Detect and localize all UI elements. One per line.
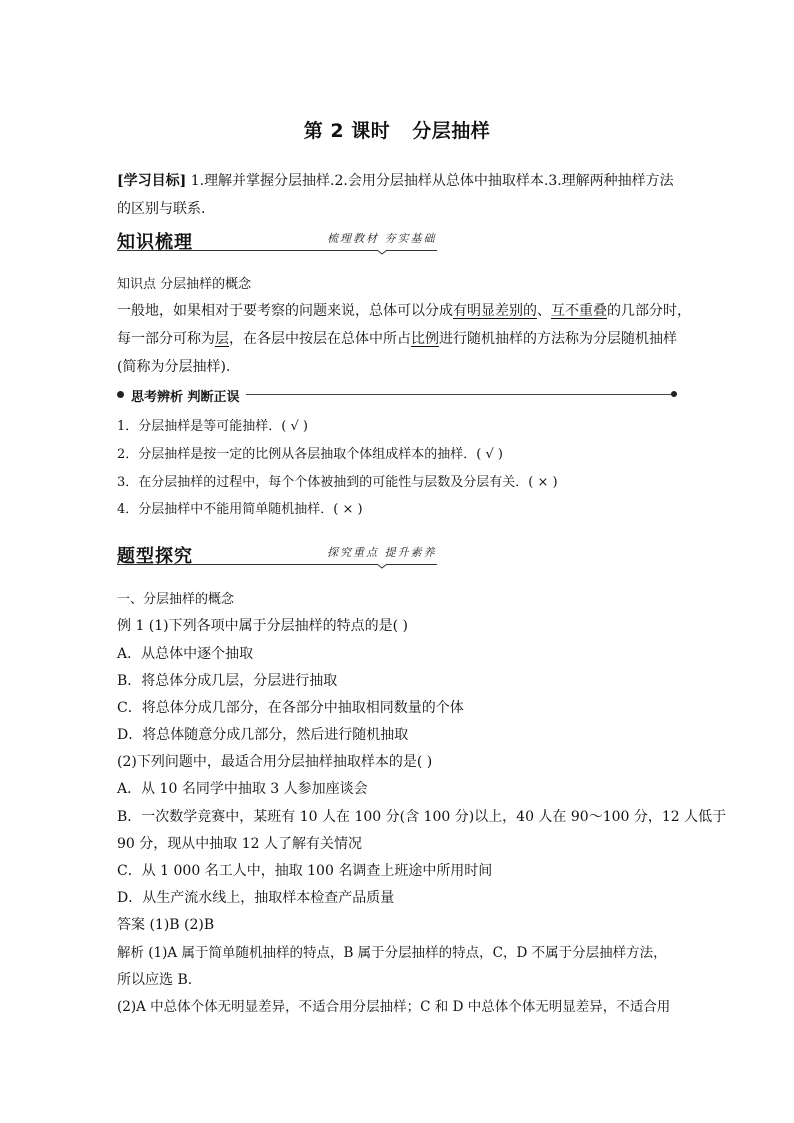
example-heading: 一、分层抽样的概念 xyxy=(117,592,235,607)
example-question-2: (2)下列问题中，最适合用分层抽样抽取样本的是( ) xyxy=(117,754,433,770)
section-title: 题型探究 xyxy=(117,546,193,567)
option-item: C．将总体分成几部分，在各部分中抽取相同数量的个体 xyxy=(117,700,464,716)
knowledge-heading: 知识点 分层抽样的概念 xyxy=(117,277,252,292)
objectives-line-2: 的区别与联系. xyxy=(117,201,206,217)
lesson-topic: 分层抽样 xyxy=(412,120,491,142)
judge-item: 2．分层抽样是按一定的比例从各层抽取个体组成样本的抽样．( √ ) xyxy=(117,447,503,462)
knowledge-para-line-2 xyxy=(117,330,677,348)
objectives-label: [学习目标] xyxy=(117,173,187,189)
section-divider-end xyxy=(387,564,437,565)
section-header-knowledge xyxy=(117,228,677,258)
text-span: 的几部分时， xyxy=(607,303,691,319)
lesson-number: 第 2 课时 xyxy=(303,120,391,142)
answer-line: 答案 (1)B (2)B xyxy=(117,917,215,933)
option-item: D．从生产流水线上，抽取样本检查产品质量 xyxy=(117,890,395,906)
text-span: 进行随机抽样的方法称为分层随机抽样 xyxy=(439,331,677,347)
think-discern-bar xyxy=(117,386,677,404)
section-title: 知识梳理 xyxy=(117,232,193,253)
knowledge-para-line-3: (简称为分层抽样). xyxy=(117,359,231,375)
analysis-line: 解析 (1)A 属于简单随机抽样的特点，B 属于分层抽样的特点，C，D 不属于分层抽样方法， xyxy=(117,945,667,961)
section-subtitle: 探究重点 提升素养 xyxy=(327,546,437,559)
underlined-term: 互不重叠 xyxy=(551,303,607,319)
option-item: C．从 1 000 名工人中，抽取 100 名调查上班途中所用时间 xyxy=(117,863,493,879)
rule-end-dot-icon xyxy=(671,391,677,397)
judge-item: 1．分层抽样是等可能抽样．( √ ) xyxy=(117,419,308,434)
option-item: 90 分，现从中抽取 12 人了解有关情况 xyxy=(117,836,362,852)
analysis-line: (2)A 中总体个体无明显差异，不适合用分层抽样；C 和 D 中总体个体无明显差异，不适合用 xyxy=(117,999,671,1015)
section-divider xyxy=(117,250,377,251)
divider-notch-icon xyxy=(377,561,387,569)
option-item: B．将总体分成几层，分层进行抽取 xyxy=(117,673,338,689)
option-item: B．一次数学竞赛中，某班有 10 人在 100 分(含 100 分)以上，40 人在 90～100 分，12 人低于 xyxy=(117,809,727,825)
option-item: A．从总体中逐个抽取 xyxy=(117,646,254,662)
bullet-dot-icon xyxy=(117,391,124,398)
objectives-line-1 xyxy=(117,172,674,190)
option-item: A．从 10 名同学中抽取 3 人参加座谈会 xyxy=(117,781,368,797)
underlined-term: 层 xyxy=(215,331,229,347)
example-question-1: 例 1 (1)下列各项中属于分层抽样的特点的是( ) xyxy=(117,618,409,634)
section-divider xyxy=(117,564,377,565)
underlined-term: 有明显差别的 xyxy=(453,303,537,319)
option-item: D．将总体随意分成几部分，然后进行随机抽取 xyxy=(117,727,409,743)
section-divider-end xyxy=(387,250,437,251)
analysis-line: 所以应选 B. xyxy=(117,972,193,988)
judge-item: 4．分层抽样中不能用简单随机抽样．( × ) xyxy=(117,502,363,517)
text-span: 、 xyxy=(537,303,551,319)
think-label: 思考辨析 判断正误 xyxy=(131,386,246,405)
underlined-term: 比例 xyxy=(411,331,439,347)
text-span: 一般地，如果相对于要考察的问题来说，总体可以分成 xyxy=(117,303,453,319)
section-subtitle: 梳理教材 夯实基础 xyxy=(327,232,437,245)
objectives-text-1: 1.理解并掌握分层抽样.2.会用分层抽样从总体中抽取样本.3.理解两种抽样方法 xyxy=(190,173,674,189)
section-header-explore xyxy=(117,542,677,572)
judge-item: 3．在分层抽样的过程中，每个个体被抽到的可能性与层数及分层有关．( × ) xyxy=(117,475,558,490)
text-span: ，在各层中按层在总体中所占 xyxy=(229,331,411,347)
text-span: 每一部分可称为 xyxy=(117,331,215,347)
divider-notch-icon xyxy=(377,247,387,255)
page-title xyxy=(0,116,794,143)
knowledge-para-line-1 xyxy=(117,302,691,320)
